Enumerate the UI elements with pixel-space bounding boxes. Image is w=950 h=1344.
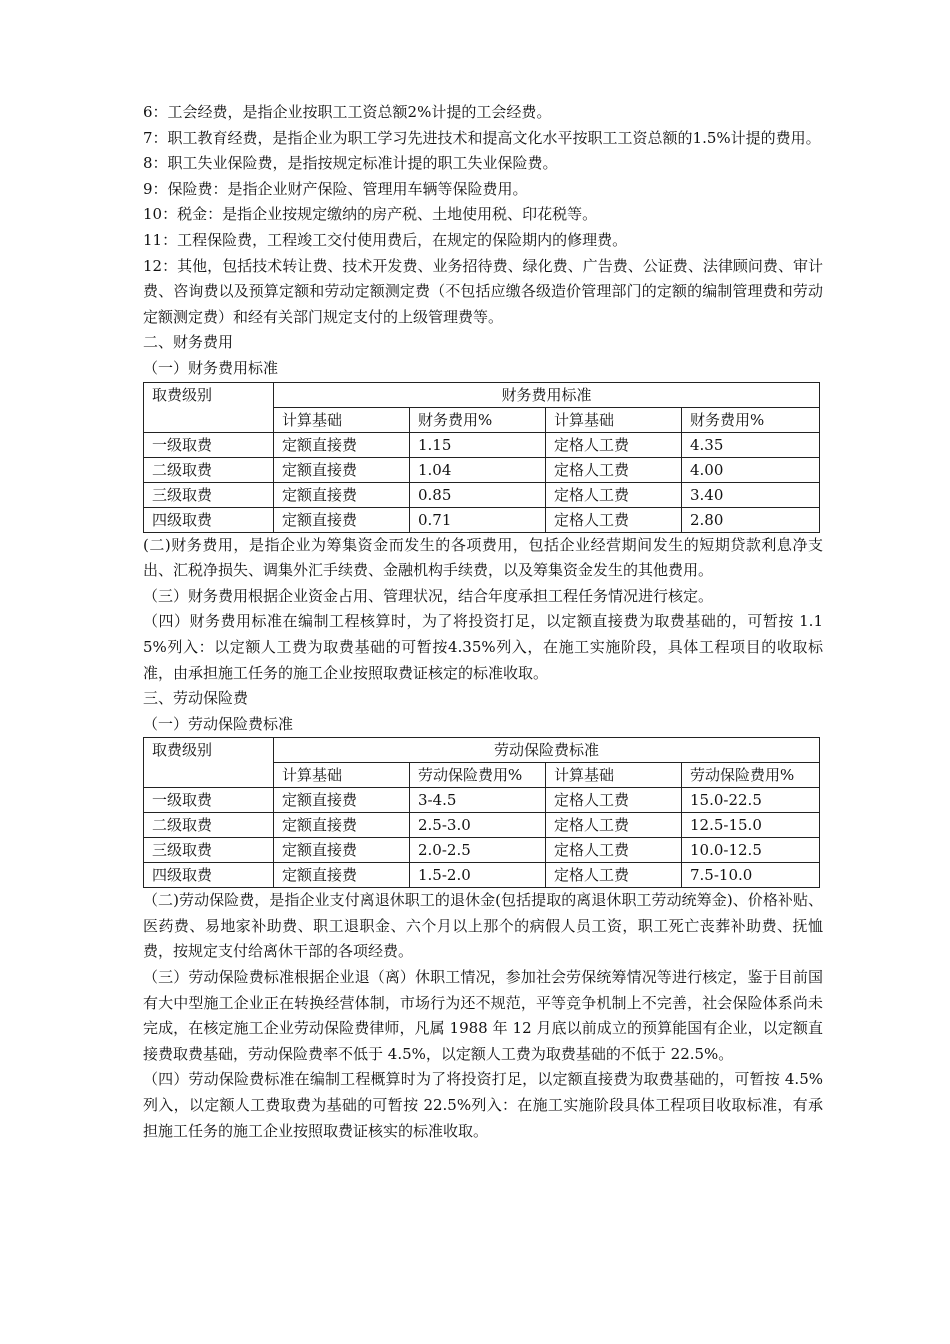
table-cell: 0.71 — [410, 507, 546, 532]
paragraph-finance-approval: （三）财务费用根据企业资金占用、管理状况，结合年度承担工程任务情况进行核定。 — [143, 586, 714, 605]
table-cell: 三级取费 — [144, 482, 274, 507]
table-cell: 定额直接费 — [274, 482, 410, 507]
paragraph-education-fee: 7：职工教育经费，是指企业为职工学习先进技术和提高文化水平按职工工资总额的1.5%计提的费用。 — [143, 128, 821, 147]
table-cell: 2.80 — [682, 507, 820, 532]
section-heading-finance: 二、财务费用 — [143, 333, 234, 352]
table-column-header: 计算基础 — [546, 407, 682, 432]
table-cell: 15.0-22.5 — [682, 788, 820, 813]
table-cell: 定额直接费 — [274, 788, 410, 813]
table-cell: 7.5-10.0 — [682, 863, 820, 888]
table-cell: 定额直接费 — [274, 863, 410, 888]
paragraph-finance-definition: (二)财务费用，是指企业为筹集资金而发生的各项费用，包括企业经营期间发生的短期贷款利息净支出、汇税净损失、调集外汇手续费、金融机构手续费，以及筹集资金发生的其他费用。 — [143, 535, 823, 580]
paragraph-finance-standard-rule: （四）财务费用标准在编制工程核算时，为了将投资打足，以定额直接费为取费基础的，可暂按 1.15%列入：以定额人工费为取费基础的可暂按4.35%列入，在施工实施阶段，具体工程项目的收取标准，由承担施工任务的施工企业按照取费证核定的标准收取。 — [143, 612, 823, 682]
paragraph-labor-insurance-definition: （二)劳动保险费，是指企业支付离退休职工的退休金(包括提取的离退休职工劳动统筹金)、价格补贴、医药费、易地家补助费、职工退职金、六个月以上那个的病假人员工资，职工死亡丧葬补助费、抚恤费，按规定支付给离休干部的各项经费。 — [143, 891, 823, 961]
table-cell: 定额直接费 — [274, 507, 410, 532]
table-row — [144, 863, 820, 888]
table-header-row — [144, 738, 820, 763]
table-cell: 12.5-15.0 — [682, 813, 820, 838]
table-cell: 定格人工费 — [546, 432, 682, 457]
table-cell: 3.40 — [682, 482, 820, 507]
table-cell: 定格人工费 — [546, 863, 682, 888]
document-page — [143, 100, 823, 1144]
paragraph-engineering-insurance: 11：工程保险费，工程竣工交付使用费后，在规定的保险期内的修理费。 — [143, 230, 628, 249]
table-cell: 定额直接费 — [274, 457, 410, 482]
section-heading-labor-insurance: 三、劳动保险费 — [143, 689, 249, 708]
table-row — [144, 432, 820, 457]
table-cell: 1.04 — [410, 457, 546, 482]
finance-fee-table — [143, 382, 820, 533]
paragraph-insurance-fee: 9：保险费：是指企业财产保险、管理用车辆等保险费用。 — [143, 179, 528, 198]
table-group-header: 劳动保险费标准 — [274, 738, 820, 763]
table-row — [144, 482, 820, 507]
table-header-row — [144, 382, 820, 407]
labor-insurance-table — [143, 737, 820, 888]
paragraph-labor-insurance-approval: （三）劳动保险费标准根据企业退（离）休职工情况，参加社会劳保统筹情况等进行核定，鉴于目前国有大中型施工企业正在转换经营体制，市场行为还不规范，平等竞争机制上不完善，社会保险体系尚未完成，在核定施工企业劳动保险费律师，凡属 1988 年 12 月底以前成立的预算能国有企业，以定额直接费取费基础，劳动保险费率不低于 4.5%，以定额人工费为取费基础的不低于 22.5%。 — [143, 968, 823, 1063]
table-row — [144, 788, 820, 813]
table-column-header: 计算基础 — [274, 763, 410, 788]
table-row — [144, 457, 820, 482]
table-cell: 2.5-3.0 — [410, 813, 546, 838]
table-column-header: 劳动保险费用% — [410, 763, 546, 788]
table-corner-cell: 取费级别 — [144, 382, 274, 432]
table-column-header: 财务费用% — [682, 407, 820, 432]
table-cell: 1.5-2.0 — [410, 863, 546, 888]
table-cell: 1.15 — [410, 432, 546, 457]
table-cell: 3-4.5 — [410, 788, 546, 813]
table-cell: 四级取费 — [144, 863, 274, 888]
table-cell: 4.00 — [682, 457, 820, 482]
table-cell: 二级取费 — [144, 813, 274, 838]
table-cell: 定格人工费 — [546, 482, 682, 507]
table-cell: 4.35 — [682, 432, 820, 457]
table-cell: 定格人工费 — [546, 457, 682, 482]
table-cell: 定格人工费 — [546, 788, 682, 813]
table-column-header: 计算基础 — [546, 763, 682, 788]
paragraph-taxes: 10：税金：是指企业按规定缴纳的房产税、土地使用税、印花税等。 — [143, 205, 598, 224]
paragraph-labor-insurance-standard-rule: （四）劳动保险费标准在编制工程概算时为了将投资打足，以定额直接费为取费基础的，可暂按 4.5%列入，以定额人工费取费为基础的可暂按 22.5%列入：在施工实施阶段具体工程项目收取标准，有承担施工任务的施工企业按照取费证核实的标准收取。 — [143, 1070, 823, 1140]
table-cell: 定格人工费 — [546, 838, 682, 863]
subheading-labor-insurance-standard: （一）劳动保险费标准 — [143, 714, 294, 733]
table-cell: 定格人工费 — [546, 507, 682, 532]
table-row — [144, 813, 820, 838]
table-cell: 四级取费 — [144, 507, 274, 532]
table-column-header: 计算基础 — [274, 407, 410, 432]
table-column-header: 劳动保险费用% — [682, 763, 820, 788]
table-cell: 一级取费 — [144, 788, 274, 813]
table-cell: 定格人工费 — [546, 813, 682, 838]
paragraph-unemployment-insurance: 8：职工失业保险费，是指按规定标准计提的职工失业保险费。 — [143, 154, 558, 173]
table-row — [144, 507, 820, 532]
subheading-finance-standard: （一）财务费用标准 — [143, 358, 279, 377]
table-group-header: 财务费用标准 — [274, 382, 820, 407]
table-cell: 定额直接费 — [274, 432, 410, 457]
table-cell: 二级取费 — [144, 457, 274, 482]
table-cell: 10.0-12.5 — [682, 838, 820, 863]
table-cell: 一级取费 — [144, 432, 274, 457]
table-cell: 三级取费 — [144, 838, 274, 863]
table-cell: 定额直接费 — [274, 813, 410, 838]
table-row — [144, 838, 820, 863]
table-corner-cell: 取费级别 — [144, 738, 274, 788]
table-column-header: 财务费用% — [410, 407, 546, 432]
paragraph-other-fees: 12：其他，包括技术转让费、技术开发费、业务招待费、绿化费、广告费、公证费、法律顾问费、审计费、咨询费以及预算定额和劳动定额测定费（不包括应缴各级造价管理部门的定额的编制管理费和劳动定额测定费）和经有关部门规定支付的上级管理费等。 — [143, 256, 823, 326]
table-cell: 0.85 — [410, 482, 546, 507]
paragraph-union-fee: 6：工会经费，是指企业按职工工资总额2%计提的工会经费。 — [143, 103, 552, 121]
table-cell: 2.0-2.5 — [410, 838, 546, 863]
table-cell: 定额直接费 — [274, 838, 410, 863]
